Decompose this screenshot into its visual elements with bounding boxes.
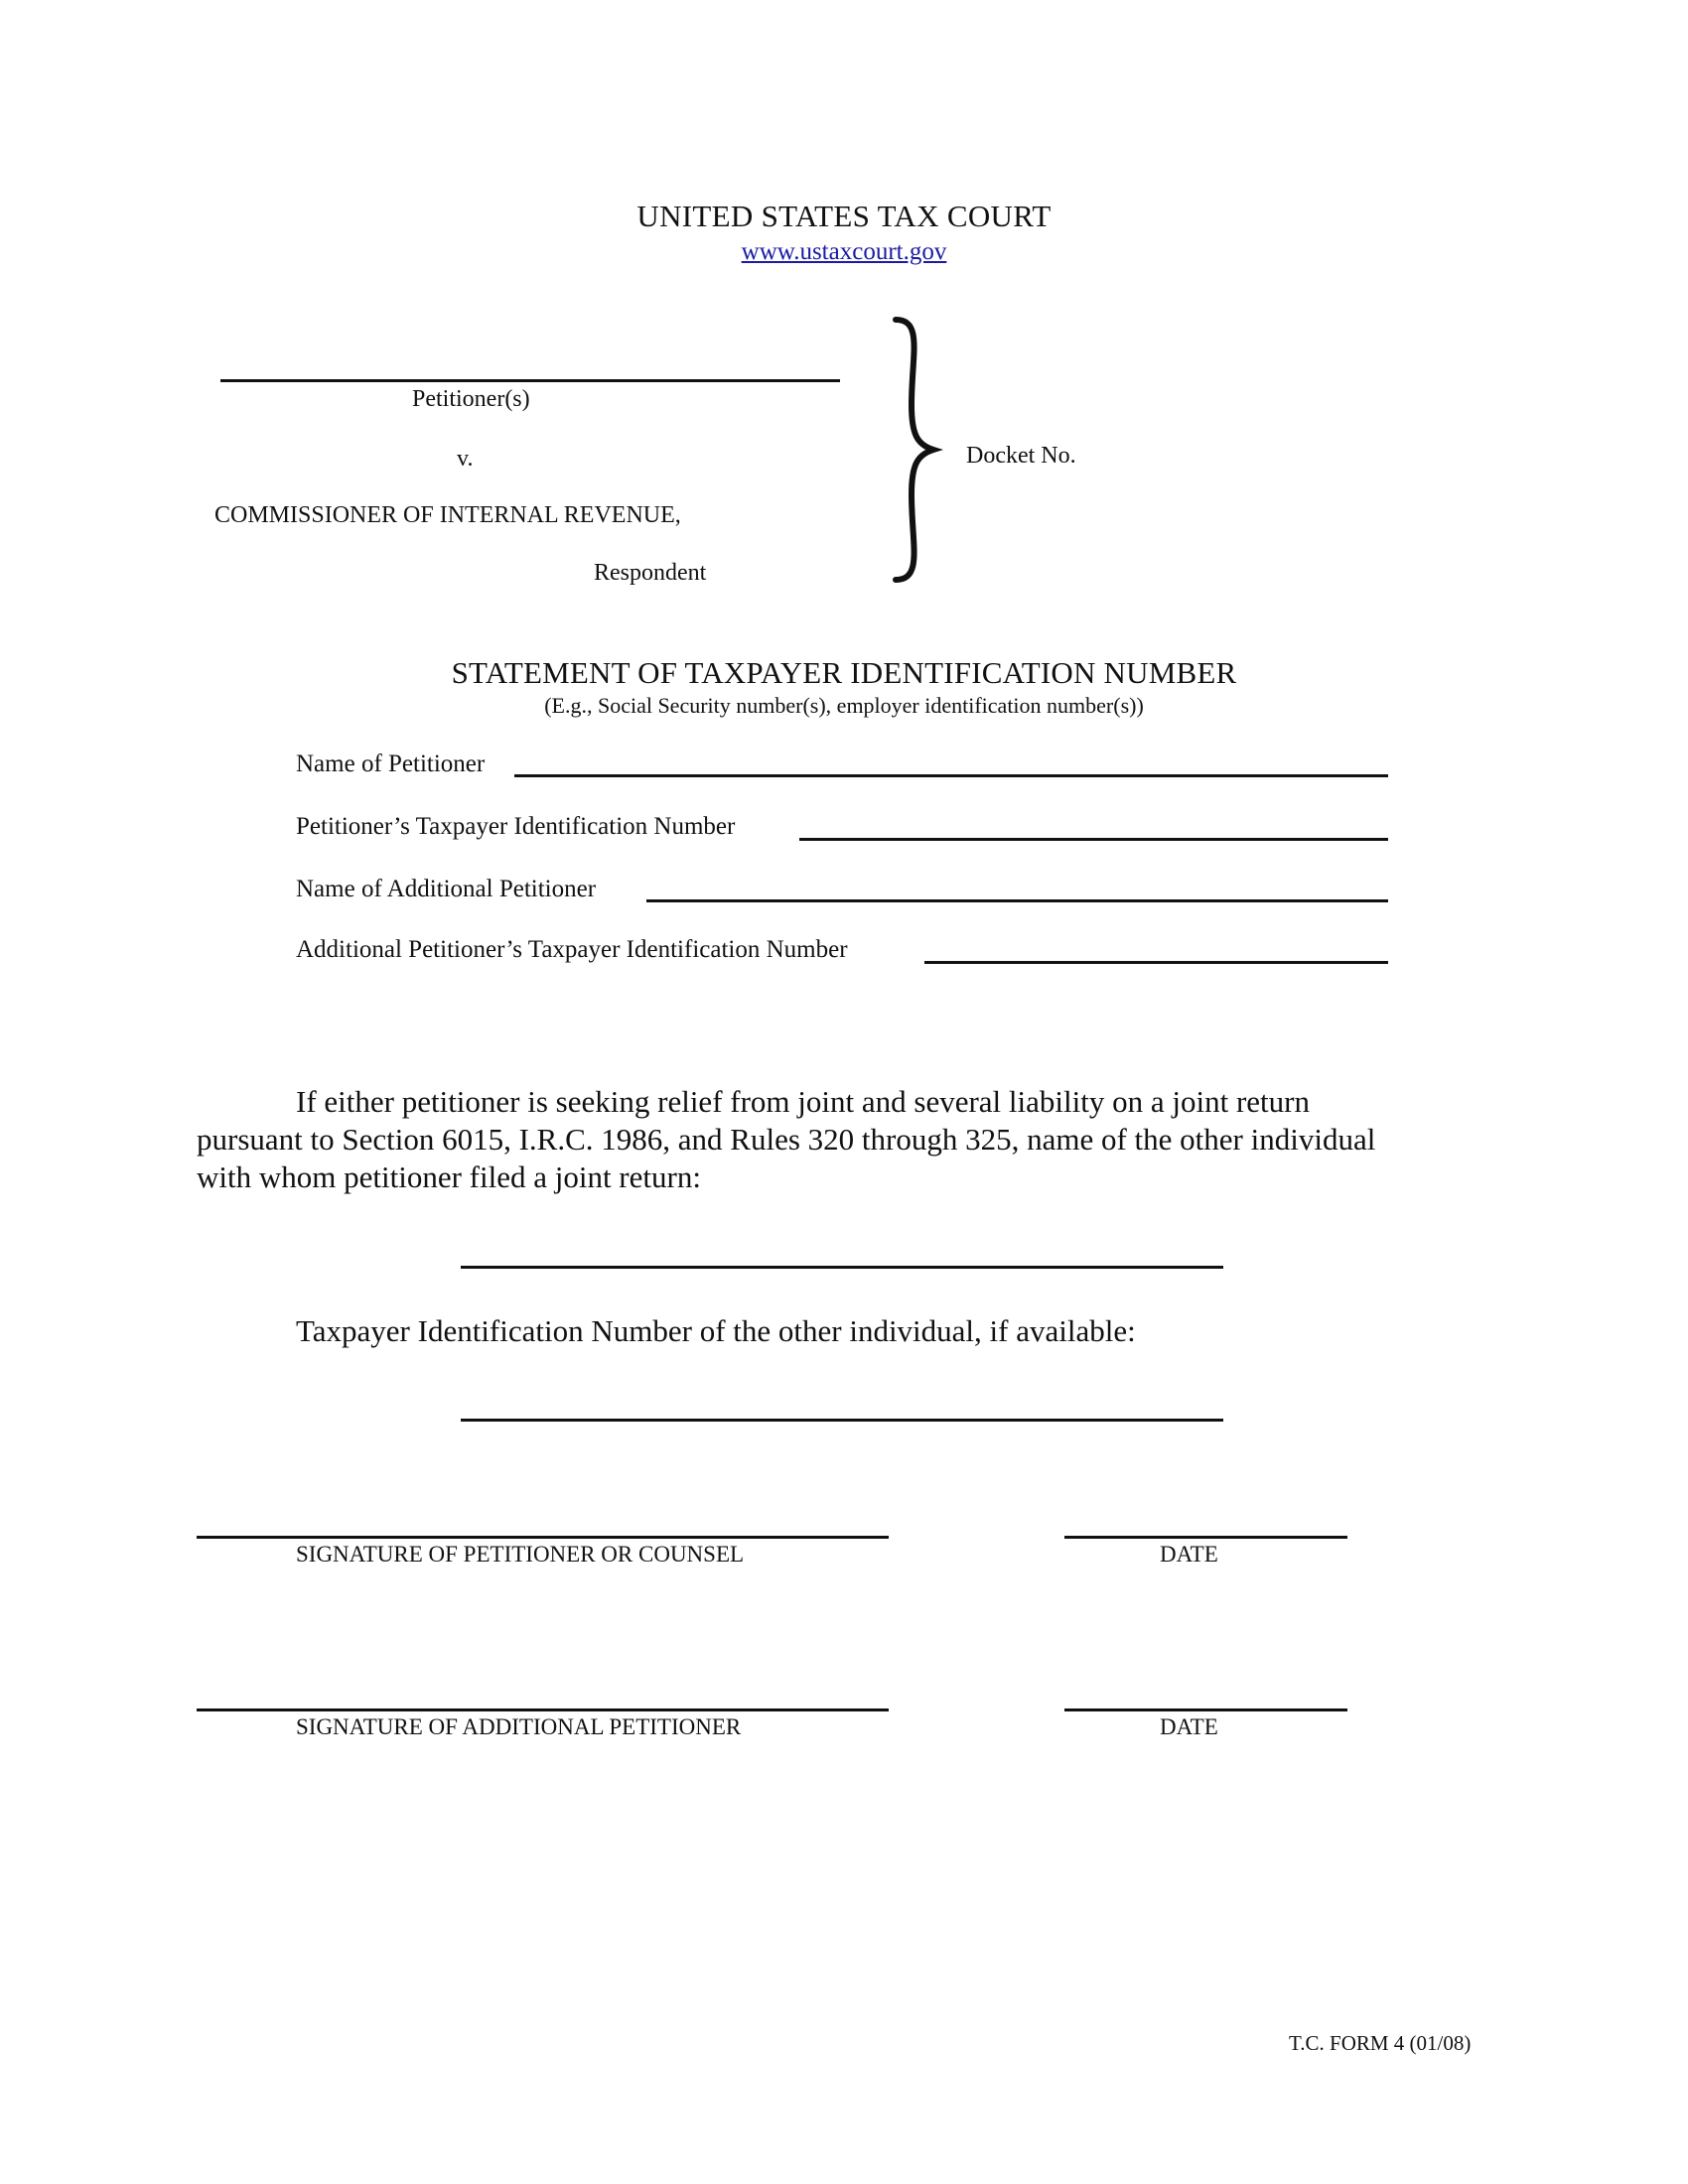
petitioner-tin-label: Petitioner’s Taxpayer Identification Number <box>296 813 736 840</box>
respondent-name: COMMISSIONER OF INTERNAL REVENUE, <box>214 502 681 528</box>
respondent-label: Respondent <box>594 560 707 586</box>
statement-subtitle: (E.g., Social Security number(s), employer identification number(s)) <box>544 693 1144 718</box>
petitioner-name-line[interactable] <box>220 379 840 382</box>
court-title: UNITED STATES TAX COURT <box>636 199 1052 233</box>
petitioner-signature-date-label: DATE <box>1160 1542 1218 1567</box>
joint-relief-line-1: If either petitioner is seeking relief from joint and several liability on a joint return <box>296 1084 1310 1119</box>
joint-relief-line-3: with whom petitioner filed a joint return: <box>197 1160 701 1194</box>
court-website <box>0 238 1688 266</box>
additional-petitioner-tin-field[interactable] <box>924 961 1388 964</box>
statement-title: STATEMENT OF TAXPAYER IDENTIFICATION NUMBER <box>451 655 1237 690</box>
additional-petitioner-tin-label: Additional Petitioner’s Taxpayer Identification Number <box>296 936 848 963</box>
other-individual-tin-field[interactable] <box>461 1419 1223 1422</box>
additional-petitioner-signature-line[interactable] <box>197 1708 889 1711</box>
form-number: T.C. FORM 4 (01/08) <box>1289 2031 1472 2055</box>
petitioner-name-field[interactable] <box>514 774 1388 777</box>
petitioner-label: Petitioner(s) <box>412 386 530 412</box>
additional-petitioner-name-label: Name of Additional Petitioner <box>296 876 597 902</box>
other-individual-name-field[interactable] <box>461 1266 1223 1269</box>
caption-brace-icon <box>884 316 943 584</box>
additional-petitioner-name-field[interactable] <box>646 899 1388 902</box>
court-website-link[interactable]: www.ustaxcourt.gov <box>741 238 947 265</box>
petitioner-signature-label: SIGNATURE OF PETITIONER OR COUNSEL <box>296 1542 745 1567</box>
joint-relief-line-2: pursuant to Section 6015, I.R.C. 1986, and Rules 320 through 325, name of the other individual <box>197 1122 1376 1157</box>
additional-petitioner-signature-date-line[interactable] <box>1064 1708 1347 1711</box>
additional-petitioner-signature-date-label: DATE <box>1160 1714 1218 1739</box>
petitioner-signature-line[interactable] <box>197 1536 889 1539</box>
other-individual-tin-prompt: Taxpayer Identification Number of the other individual, if available: <box>296 1313 1136 1348</box>
docket-number-label: Docket No. <box>966 443 1076 469</box>
petitioner-name-label: Name of Petitioner <box>296 751 486 777</box>
petitioner-tin-field[interactable] <box>799 838 1388 841</box>
petitioner-signature-date-line[interactable] <box>1064 1536 1347 1539</box>
additional-petitioner-signature-label: SIGNATURE OF ADDITIONAL PETITIONER <box>296 1714 742 1739</box>
versus-label: v. <box>457 446 474 472</box>
